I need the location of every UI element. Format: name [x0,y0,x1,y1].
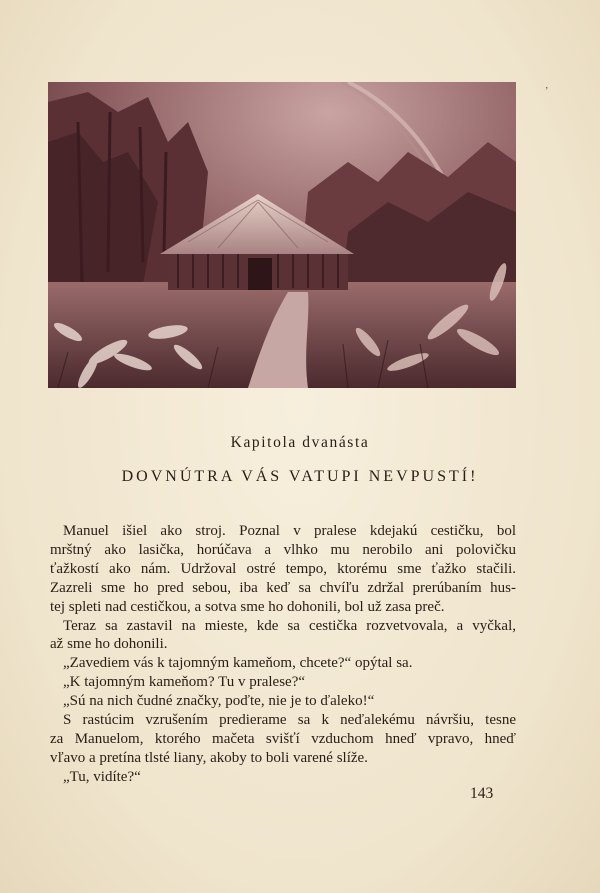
text-line: S rastúcim vzrušením predierame sa k neďalekému návršiu, tesne [63,712,516,729]
text-line: až sme ho dohonili. [50,636,168,653]
text-line: Manuel išiel ako stroj. Poznal v pralese kdejakú cestičku, bol [63,523,516,539]
text-line: „K tajomným kameňom? Tu v pralese?“ [63,674,306,691]
text-line: za Manuelom, ktorého mačeta svišťí vzduchom hneď vpravo, hneď [50,730,516,747]
text-line: „Tu, vidíte?“ [63,768,141,785]
hut-jungle-illustration [48,82,516,388]
chapter-title: DOVNÚTRA VÁS VATUPI NEVPUSTÍ! [121,468,479,485]
text-line: Teraz sa zastavil na mieste, kde sa cestička rozvetvovala, a vyčkal, [63,617,516,634]
body-text [50,522,516,787]
text-line: tej spleti nad cestičkou, a sotva sme ho dohonili, bol už zasa preč. [50,598,445,615]
chapter-label: Kapitola dvanásta [230,434,370,451]
text-line: „Sú na nich čudné značky, poďte, nie je to ďaleko!“ [63,693,375,710]
stray-mark: ’ [545,86,549,97]
text-line: Zazreli sme ho pred sebou, iba keď sa chvíľu zdržal prerúbaním hus- [50,579,516,596]
text-line: mrštný ako lasička, horúčava a vlhko mu nerobilo ani polovičku [50,541,516,558]
text-line: vľavo a pretína tlsté liany, akoby to boli varené slíže. [50,749,368,766]
text-line: ťažkostí ako nám. Udržoval ostré tempo, ktorému sme ťažko stačili. [50,560,516,577]
chapter-illustration [48,82,516,388]
page-number: 143 [470,785,494,802]
text-line: „Zavediem vás k tajomným kameňom, chcete?“ opýtal sa. [63,655,413,672]
